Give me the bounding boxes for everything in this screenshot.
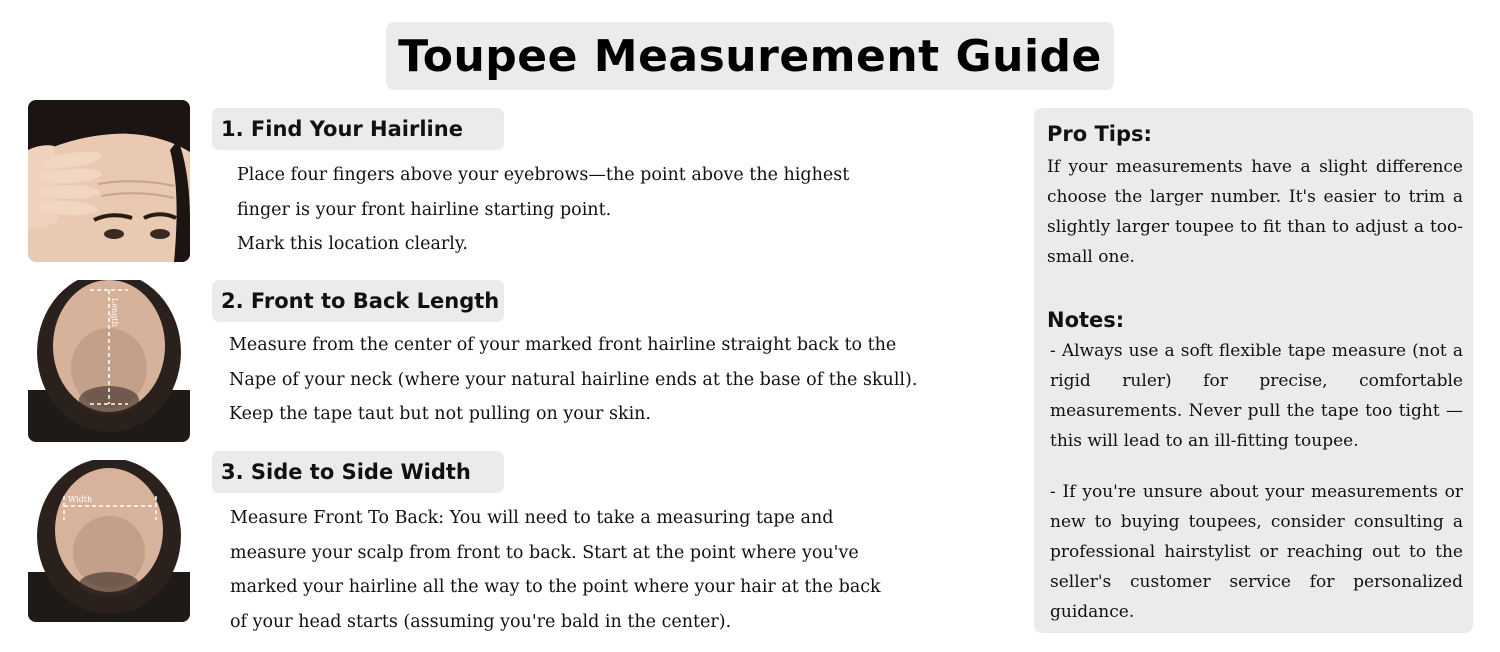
tips-panel — [1034, 108, 1473, 633]
step-2-line: Nape of your neck (where your natural hairline ends at the base of the skull). — [229, 369, 918, 390]
step-1-line: Mark this location clearly. — [237, 234, 468, 254]
step-2-heading: 2. Front to Back Length — [212, 280, 504, 322]
page-title: Toupee Measurement Guide — [398, 30, 1102, 82]
step-3-heading: 3. Side to Side Width — [212, 451, 504, 493]
step-1-line: Place four fingers above your eyebrows—the point above the highest — [237, 165, 850, 185]
step-3-line: measure your scalp from front to back. Start at the point where you've — [230, 542, 859, 563]
pro-tips-text: If your measurements have a slight difference choose the larger number. It's easier to trim a slightly larger toupee to fit than to adjust a too-small one. — [1047, 157, 1463, 267]
notes-heading: Notes: — [1047, 308, 1125, 332]
step-3-line: marked your hairline all the way to the point where your hair at the back — [230, 577, 881, 597]
step-3-line: of your head starts (assuming you're bald in the center). — [230, 611, 732, 632]
step-3-line: Measure Front To Back: You will need to take a measuring tape and — [230, 508, 834, 528]
title-banner — [386, 22, 1114, 90]
step-1-line: finger is your front hairline starting point. — [237, 199, 612, 220]
hairline-photo — [28, 100, 190, 262]
step-2-line: Keep the tape taut but not pulling on your skin. — [229, 404, 651, 424]
width-photo-label: Width — [68, 495, 93, 504]
note-item: - If you're unsure about your measurements or new to buying toupees, consider consulting a professional hairstylist or reaching out to the seller's customer service for personalized guidance. — [1050, 482, 1463, 622]
note-item: - Always use a soft flexible tape measure (not a rigid ruler) for precise, comfortable measurements. Never pull the tape too tight —this will lead to an ill-fitting toupee. — [1050, 341, 1463, 451]
length-photo — [28, 280, 190, 442]
step-3-text — [230, 501, 881, 639]
pro-tips-heading: Pro Tips: — [1047, 122, 1152, 146]
step-1-heading: 1. Find Your Hairline — [212, 108, 504, 150]
step-2-text — [229, 328, 917, 432]
step-1-text — [237, 158, 849, 262]
step-2-line: Measure from the center of your marked front hairline straight back to the — [229, 335, 897, 355]
width-photo — [28, 460, 190, 622]
length-photo-label: Length — [110, 298, 119, 327]
